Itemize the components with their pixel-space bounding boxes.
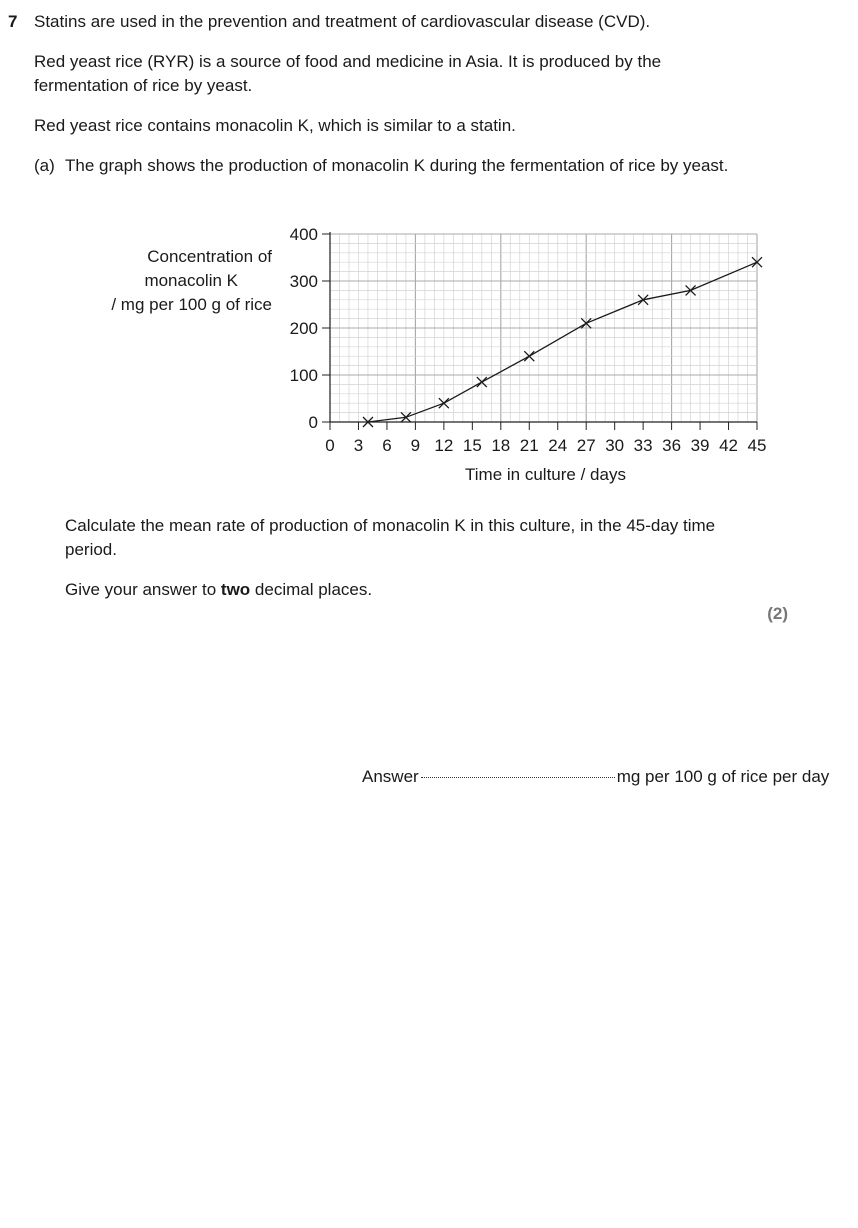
question-intro: Statins are used in the prevention and treatment of cardiovascular disease (CVD). [34,12,651,31]
question-number: 7 [8,12,18,31]
x-tick-label: 39 [690,436,710,455]
x-tick-label: 0 [325,436,335,455]
y-tick-label: 200 [289,319,318,338]
answer-unit: mg per 100 g of rice per day [616,767,830,786]
marks-label: (2) [767,604,788,623]
precision-instruction [65,578,372,602]
precision-bold: two [220,580,251,599]
calculate-instruction: Calculate the mean rate of production of monacolin K in this culture, in the 45-day time period. [65,516,716,559]
x-tick-label: 45 [747,436,767,455]
y-tick-label: 400 [289,225,318,244]
x-tick-label: 6 [382,436,392,455]
y-axis-label-line-1: Concentration of [147,247,272,266]
precision-prefix: Give your answer to [65,580,221,599]
x-tick-label: 33 [633,436,653,455]
x-tick-label: 42 [719,436,738,455]
y-tick-label: 300 [289,272,318,291]
x-tick-label: 3 [353,436,364,455]
x-tick-label: 24 [548,436,568,455]
x-tick-label: 9 [410,436,421,455]
x-tick-label: 21 [519,436,539,455]
x-tick-label: 30 [605,436,625,455]
y-axis-label-line-3: / mg per 100 g of rice [111,295,272,314]
monacolin-chart [0,0,858,500]
x-tick-label: 12 [434,436,454,455]
x-tick-label: 18 [491,436,511,455]
y-axis-label-line-2: monacolin K [144,271,238,290]
precision-suffix: decimal places. [250,580,373,599]
answer-blank[interactable] [421,777,615,778]
part-a-label: (a) [34,156,55,175]
question-paragraph-3: Red yeast rice contains monacolin K, which is similar to a statin. [34,116,516,135]
x-axis-label: Time in culture / days [465,465,626,484]
y-tick-label: 0 [308,413,318,432]
part-a-text: The graph shows the production of monacolin K during the fermentation of rice by yeast. [65,156,729,175]
y-tick-label: 100 [289,366,318,385]
x-tick-label: 36 [662,436,682,455]
x-tick-label: 27 [576,436,596,455]
question-paragraph-2: Red yeast rice (RYR) is a source of food and medicine in Asia. It is produced by the fermentation of rice by yeast. [34,52,662,95]
x-tick-label: 15 [462,436,482,455]
answer-row [362,765,829,789]
answer-label: Answer [362,767,419,786]
series-line [368,262,757,422]
